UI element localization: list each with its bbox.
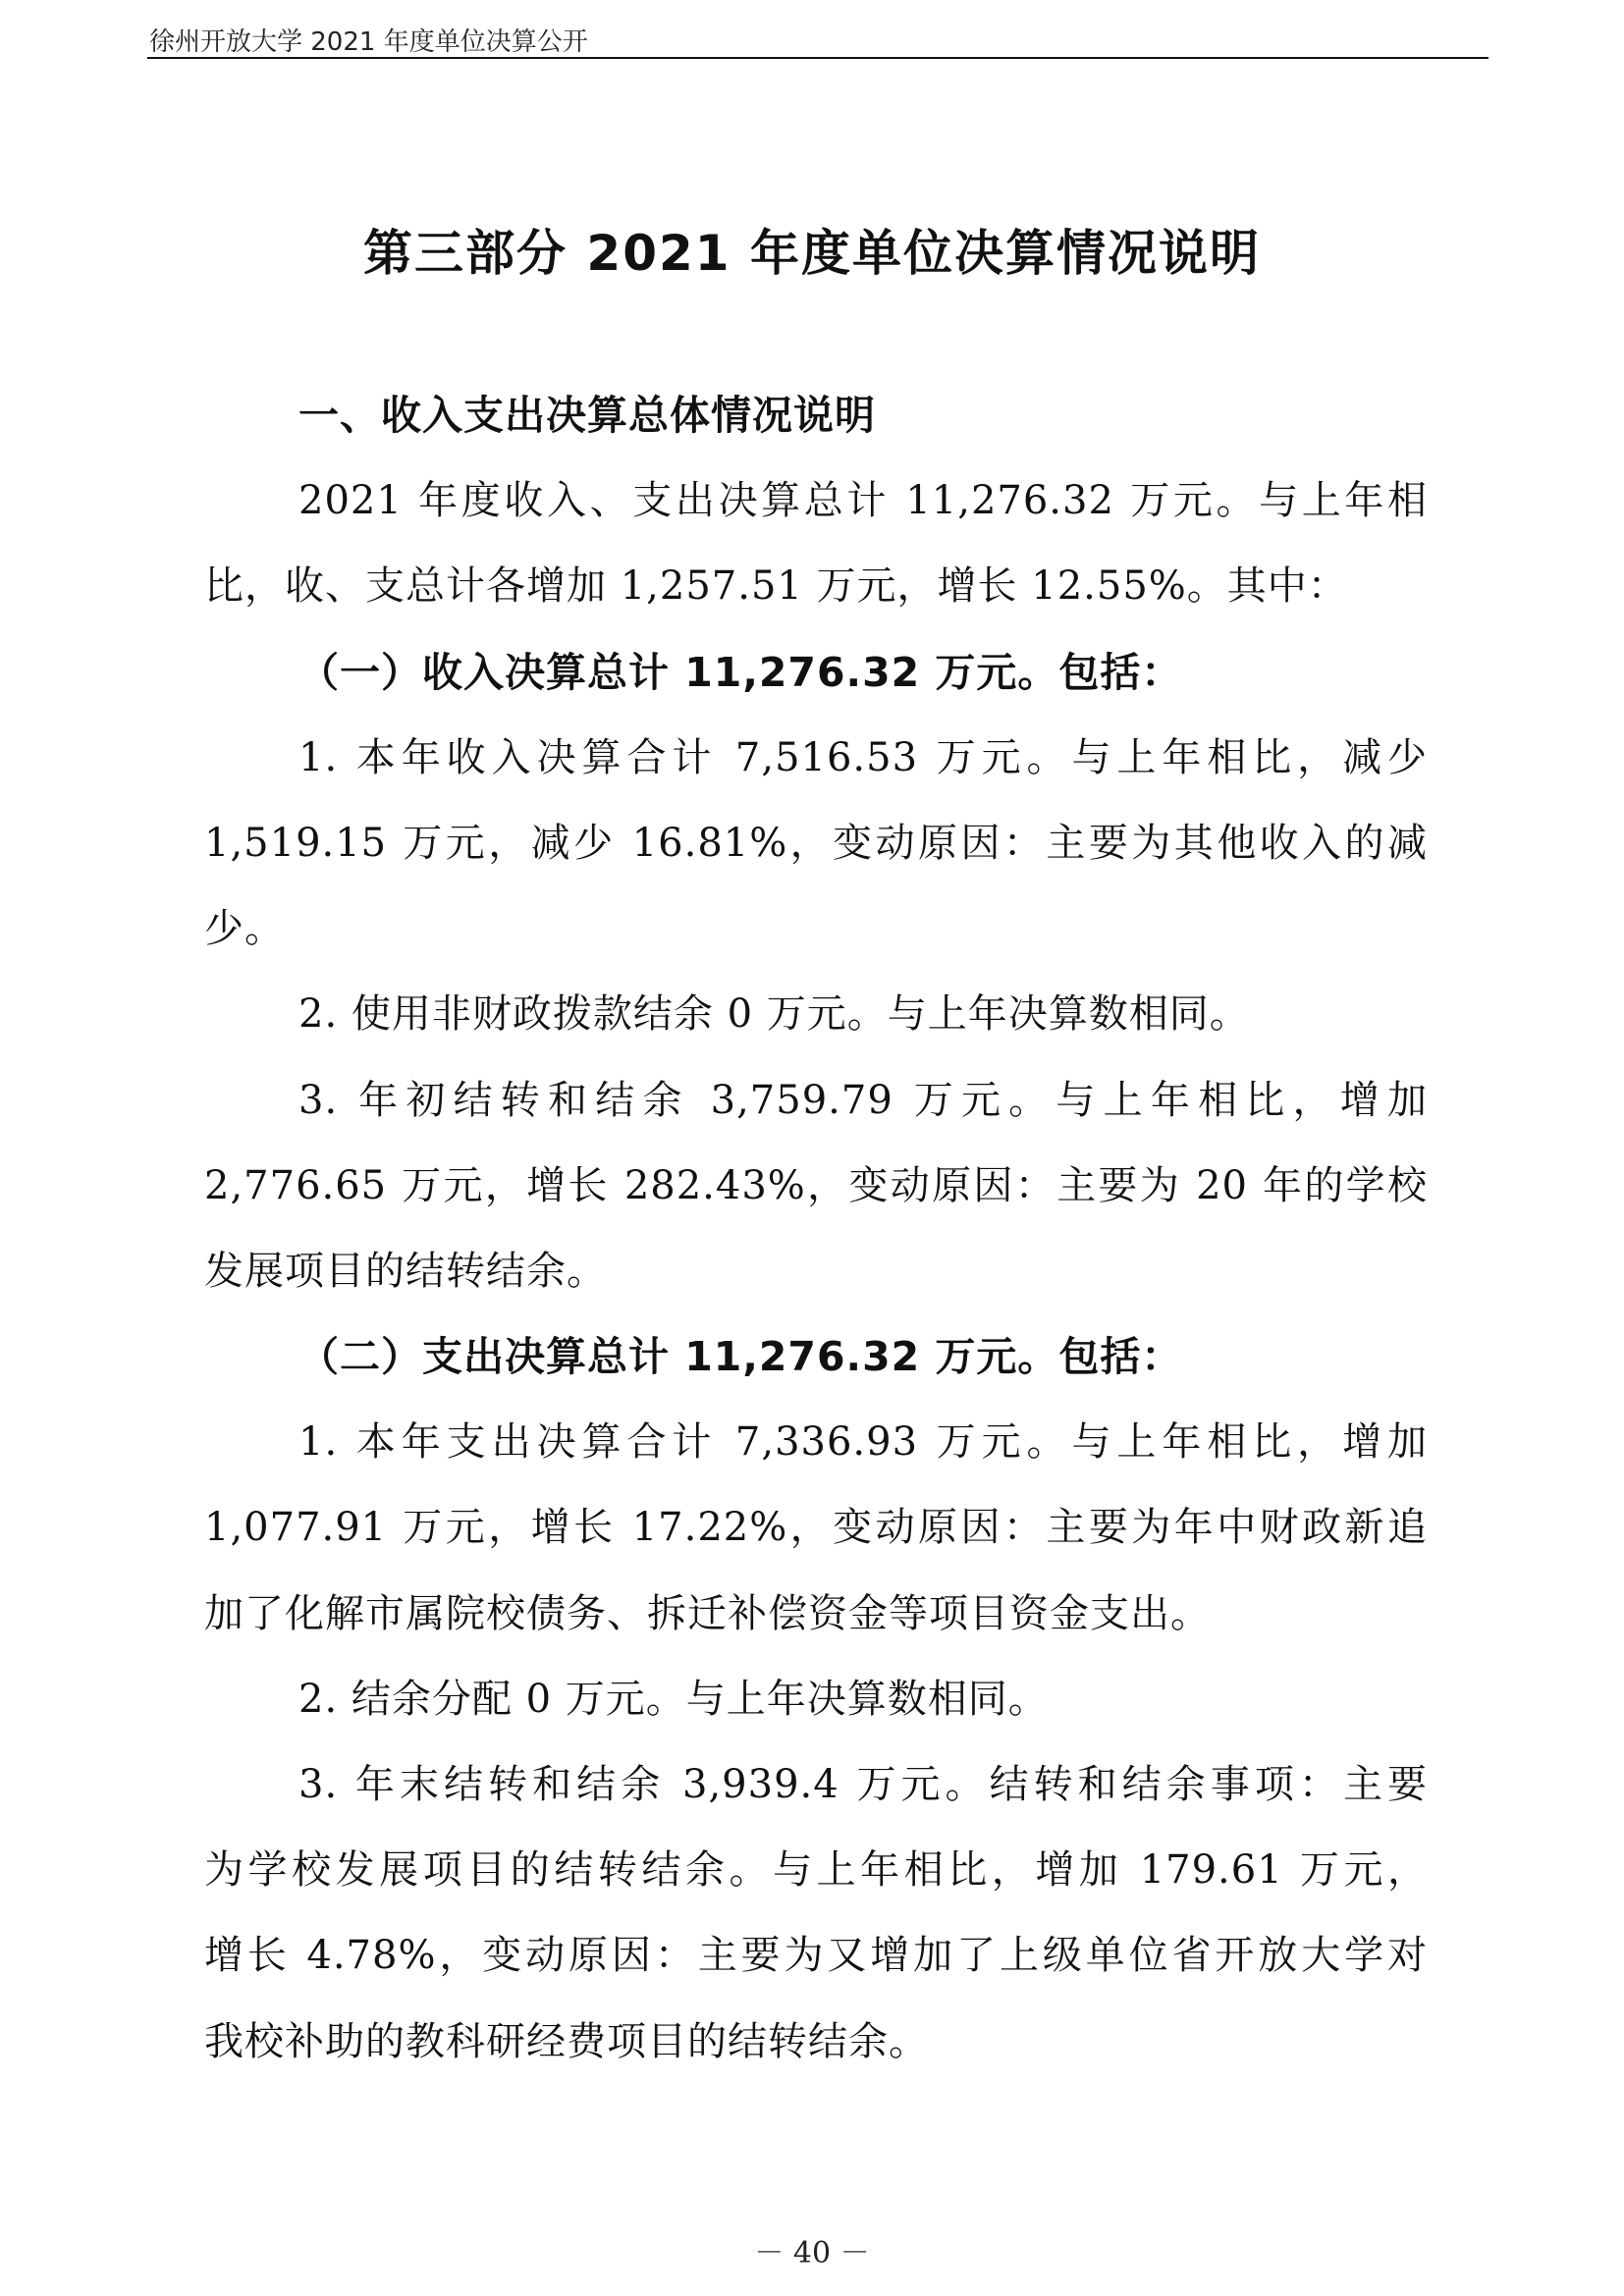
paragraph-line: 2. 使用非财政拨款结余 0 万元。与上年决算数相同。 — [298, 991, 1250, 1038]
paragraph-line: 为学校发展项目的结转结余。与上年相比，增加 179.61 万元， — [204, 1847, 1428, 1894]
paragraph-line: 比，收、支总计各增加 1,257.51 万元，增长 12.55%。其中： — [204, 563, 1348, 610]
paragraph-line: 少。 — [204, 906, 285, 952]
paragraph-line: 1,077.91 万元，增长 17.22%，变动原因：主要为年中财政新追 — [204, 1505, 1428, 1551]
subsection-heading-expenditure: （二）支出决算总计 11,276.32 万元。包括： — [298, 1333, 1183, 1381]
paragraph-line: 1. 本年支出决算合计 7,336.93 万元。与上年相比，增加 — [298, 1419, 1428, 1466]
body-text — [204, 373, 1428, 2085]
paragraph-line: 加了化解市属院校债务、拆迁补偿资金等项目资金支出。 — [204, 1590, 1211, 1636]
section-heading: 一、收入支出决算总体情况说明 — [298, 392, 876, 439]
paragraph-line: 增长 4.78%，变动原因：主要为又增加了上级单位省开放大学对 — [204, 1933, 1428, 1979]
page-number: － 40 － — [754, 2236, 870, 2270]
paragraph-line: 3. 年末结转和结余 3,939.4 万元。结转和结余事项：主要 — [298, 1762, 1428, 1807]
page-title: 第三部分 2021 年度单位决算情况说明 — [363, 225, 1261, 282]
paragraph-line: 1,519.15 万元，减少 16.81%，变动原因：主要为其他收入的减 — [204, 820, 1428, 866]
subsection-heading-income: （一）收入决算总计 11,276.32 万元。包括： — [298, 648, 1183, 696]
paragraph-line: 我校补助的教科研经费项目的结转结余。 — [204, 2018, 929, 2064]
paragraph-line: 2021 年度收入、支出决算总计 11,276.32 万元。与上年相 — [298, 478, 1428, 524]
header-rule — [147, 57, 1489, 59]
paragraph-line: 2. 结余分配 0 万元。与上年决算数相同。 — [298, 1676, 1049, 1722]
paragraph-line: 2,776.65 万元，增长 282.43%，变动原因：主要为 20 年的学校 — [204, 1162, 1428, 1208]
running-header: 徐州开放大学 2021 年度单位决算公开 — [149, 27, 588, 57]
paragraph-line: 发展项目的结转结余。 — [204, 1248, 607, 1294]
paragraph-line: 1. 本年收入决算合计 7,516.53 万元。与上年相比，减少 — [298, 734, 1428, 780]
paragraph-line: 3. 年初结转和结余 3,759.79 万元。与上年相比，增加 — [298, 1077, 1428, 1123]
